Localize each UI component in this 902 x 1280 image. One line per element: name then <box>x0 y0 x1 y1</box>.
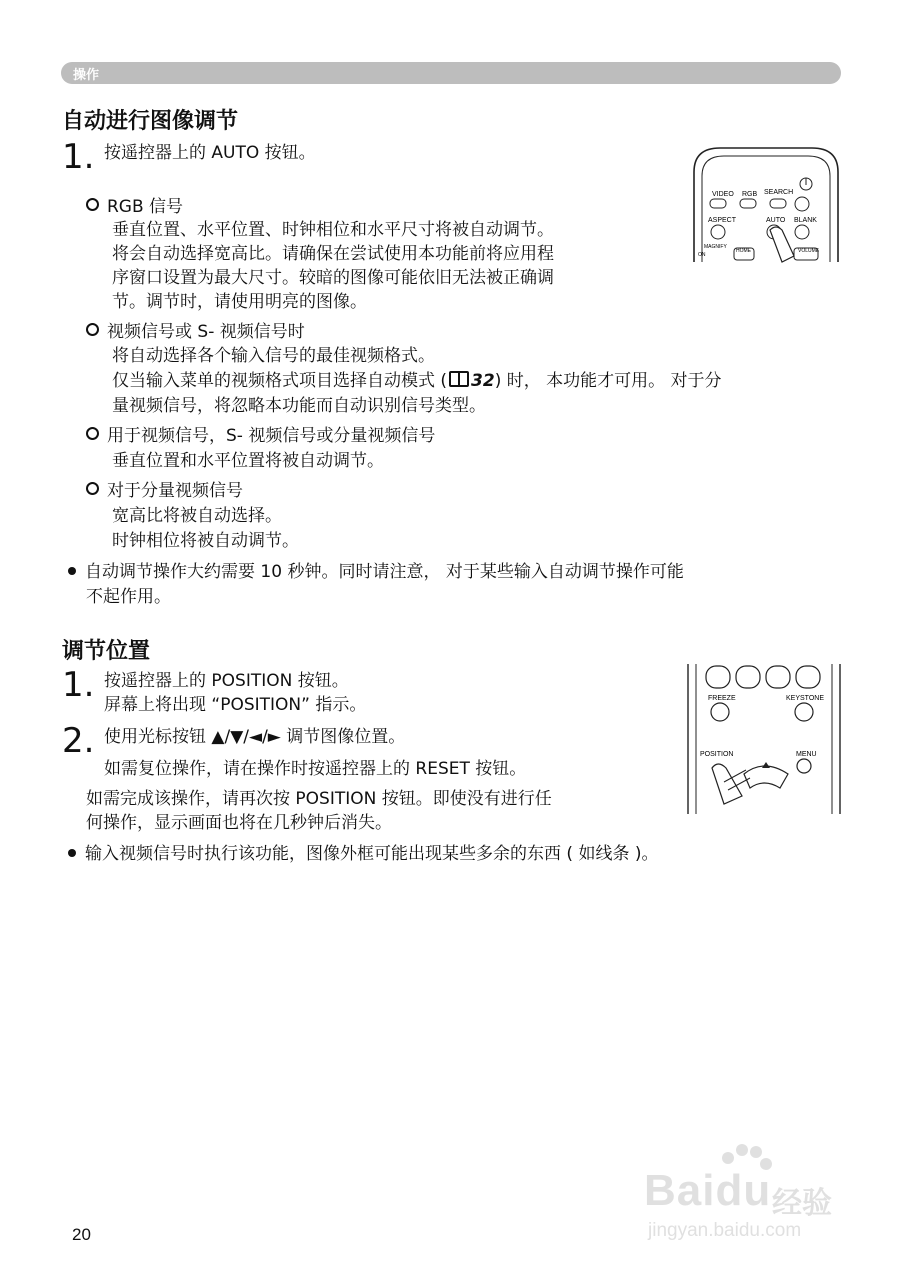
watermark-url: jingyan.baidu.com <box>648 1220 802 1241</box>
watermark-brand: Bai <box>644 1166 716 1215</box>
s2-step2-number: 2. <box>62 721 95 761</box>
section-header-label: 操作 <box>73 68 100 83</box>
remote-label-freeze: FREEZE <box>708 695 736 702</box>
up-arrow-icon <box>762 762 770 768</box>
video-s-comp-line-1: 垂直位置和水平位置将被自动调节。 <box>112 451 384 471</box>
s2-step1-number: 1. <box>62 665 95 705</box>
page-number: 20 <box>72 1225 91 1244</box>
remote-auto-illustration <box>690 144 842 264</box>
note1-line-2: 不起作用。 <box>86 587 171 607</box>
video-line-1: 将自动选择各个输入信号的最佳视频格式。 <box>112 346 435 366</box>
section-header-bar <box>61 62 841 84</box>
baidu-watermark <box>640 1140 860 1250</box>
component-line-2: 时钟相位将被自动调节。 <box>112 531 299 551</box>
remote-label-aspect: ASPECT <box>708 217 737 224</box>
remote-label-on: ON <box>698 252 706 258</box>
dot-bullet-icon <box>68 567 76 575</box>
dot-bullet-icon <box>68 849 76 857</box>
rgb-line-4: 节。调节时，请使用明亮的图像。 <box>112 292 367 312</box>
remote-label-home: HOME <box>736 248 751 254</box>
remote-position-illustration <box>684 664 844 814</box>
remote-label-rgb: RGB <box>742 191 758 198</box>
component-line-1: 宽高比将被自动选择。 <box>112 506 282 526</box>
s2-step2-line-1: 使用光标按钮 ▲/▼/◄/► 调节图像位置。 <box>104 727 406 747</box>
remote-label-video: VIDEO <box>712 191 734 198</box>
note2: 输入视频信号时执行该功能，图像外框可能出现某些多余的东西 ( 如线条 )。 <box>68 843 658 865</box>
ring-bullet-icon <box>86 427 99 440</box>
remote-label-magnify: MAGNIFY <box>704 244 727 250</box>
s2-finish-line-1: 如需完成该操作，请再次按 POSITION 按钮。即使没有进行任 <box>86 789 552 809</box>
remote-label-search: SEARCH <box>764 189 794 196</box>
remote-label-volume: VOLUME <box>798 248 820 254</box>
rgb-line-2: 将会自动选择宽高比。请确保在尝试使用本功能前将应用程 <box>112 244 554 264</box>
remote-label-position: POSITION <box>700 751 734 758</box>
ring-bullet-icon <box>86 482 99 495</box>
step1-text: 按遥控器上的 AUTO 按钮。 <box>104 143 316 163</box>
watermark-cn: 经验 <box>772 1186 832 1221</box>
book-reference-icon <box>449 371 469 387</box>
video-heading: 视频信号或 S- 视频信号时 <box>86 321 305 343</box>
ring-bullet-icon <box>86 198 99 211</box>
rgb-line-3: 序窗口设置为最大尺寸。较暗的图像可能依旧无法被正确调 <box>112 268 554 288</box>
component-heading: 对于分量视频信号 <box>86 480 243 502</box>
video-line-2: 仅当输入菜单的视频格式项目选择自动模式 ( 32) 时， 本功能才可用。 对于分 <box>112 371 722 391</box>
s2-step1-line-1: 按遥控器上的 POSITION 按钮。 <box>104 671 349 691</box>
section1-title: 自动进行图像调节 <box>62 109 239 134</box>
section2-title: 调节位置 <box>62 639 151 664</box>
rgb-heading: RGB 信号 <box>86 196 183 218</box>
remote-label-menu: MENU <box>796 751 817 758</box>
page-reference[interactable]: 32 <box>471 371 495 391</box>
s2-finish-line-2: 何操作，显示画面也将在几秒钟后消失。 <box>86 813 392 833</box>
remote-label-auto: AUTO <box>766 217 786 224</box>
remote-label-blank: BLANK <box>794 217 817 224</box>
ring-bullet-icon <box>86 323 99 336</box>
remote-label-keystone: KEYSTONE <box>786 695 824 702</box>
video-line-3: 量视频信号，将忽略本功能而自动识别信号类型。 <box>112 396 486 416</box>
s2-step1-line-2: 屏幕上将出现 “POSITION” 指示。 <box>104 695 367 715</box>
s2-step2-line-2: 如需复位操作，请在操作时按遥控器上的 RESET 按钮。 <box>104 759 527 779</box>
rgb-line-1: 垂直位置、水平位置、时钟相位和水平尺寸将被自动调节。 <box>112 220 554 240</box>
video-s-comp-heading: 用于视频信号，S- 视频信号或分量视频信号 <box>86 425 435 447</box>
finger-press-icon <box>770 227 794 262</box>
watermark-brand2: du <box>715 1166 772 1215</box>
step1-number: 1. <box>62 137 95 177</box>
note1-line-1: 自动调节操作大约需要 10 秒钟。同时请注意， 对于某些输入自动调节操作可能 <box>68 561 684 583</box>
finger-press-icon <box>712 764 742 804</box>
